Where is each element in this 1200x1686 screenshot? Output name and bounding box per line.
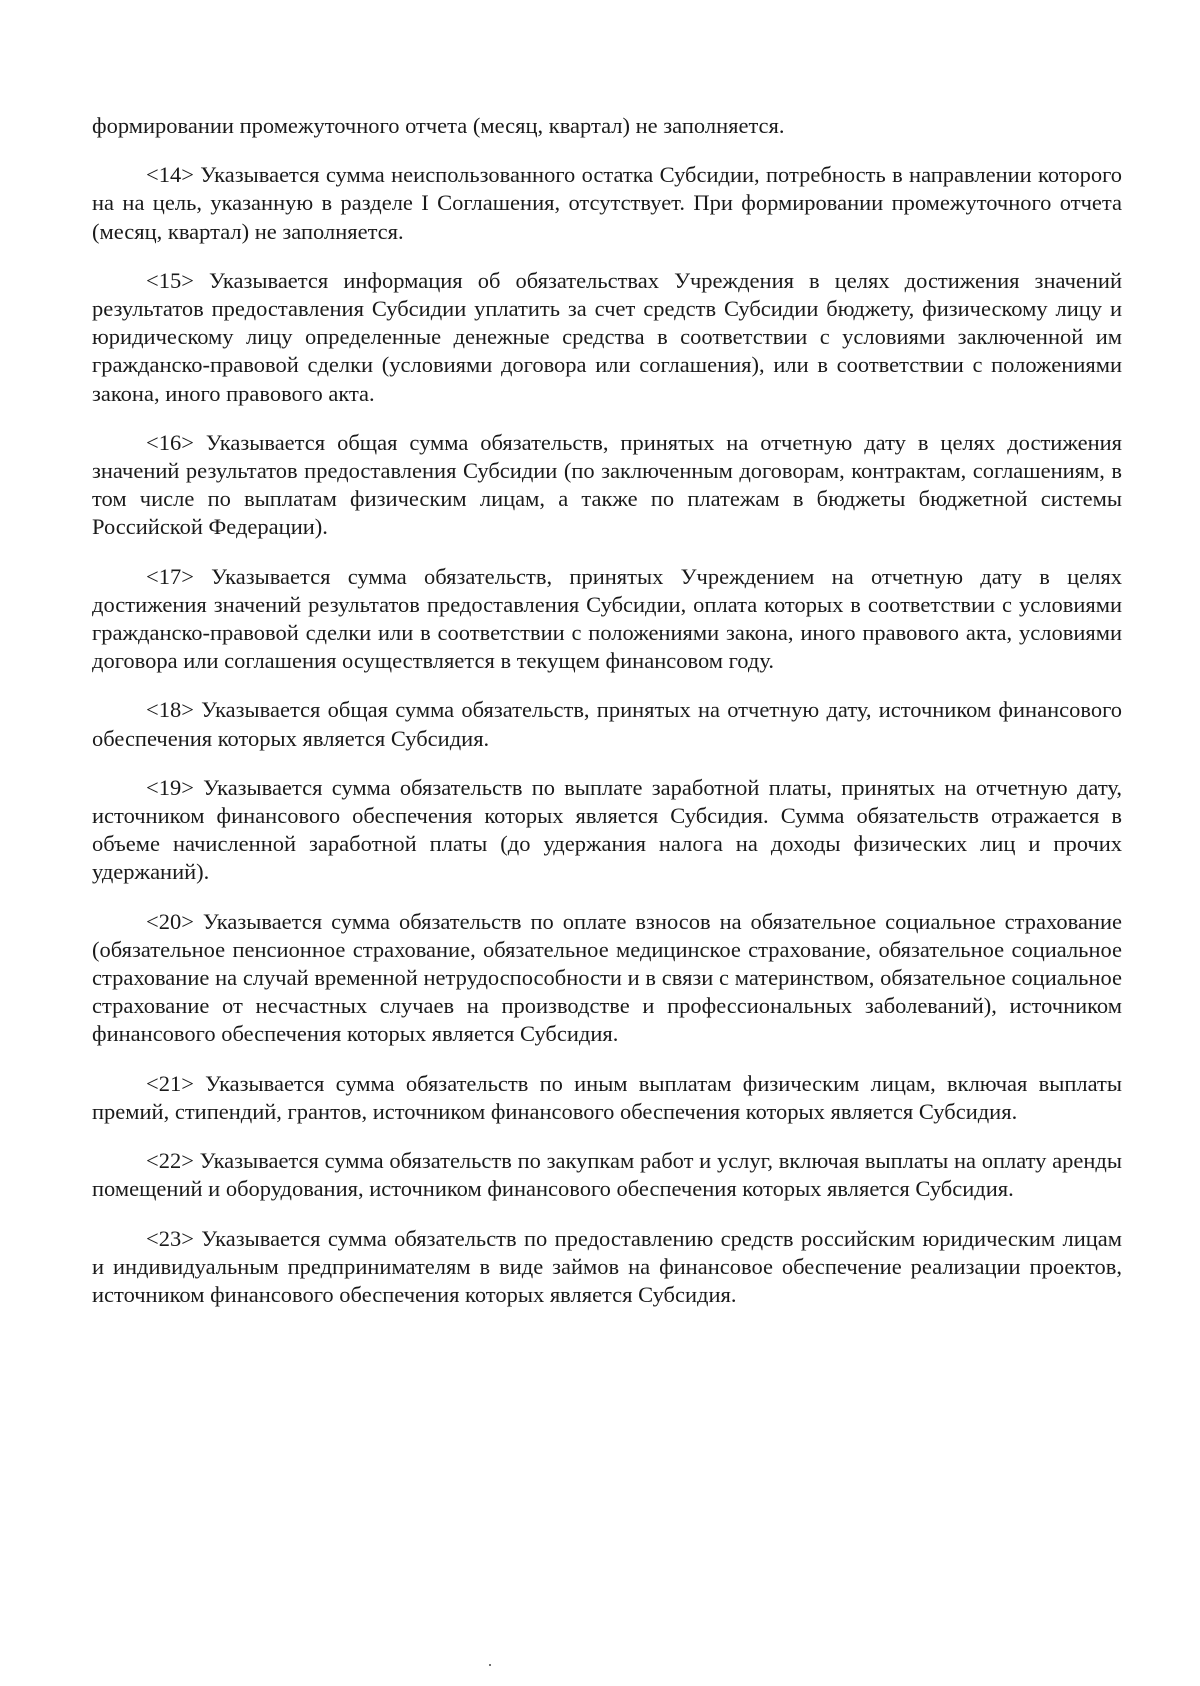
scan-speck <box>489 1664 491 1666</box>
footnote-22: <22> Указывается сумма обязательств по закупкам работ и услуг, включая выплаты на оплату аренды помещений и оборудования, источником финансового обеспечения которых является Субсидия. <box>92 1148 1122 1202</box>
paragraph-continuation: формировании промежуточного отчета (месяц, квартал) не заполняется. <box>92 113 785 138</box>
footnote-20: <20> Указывается сумма обязательств по оплате взносов на обязательное социальное страхование (обязательное пенсионное страхование, обязательное медицинское страхование, обязательное социальное страхование на случай временной нетрудоспособности и в связи с материнством, обязательное социальное страхование от несчастных случаев на производстве и профессиональных заболеваний), источником финансового обеспечения которых является Субсидия. <box>92 908 1122 1047</box>
footnote-17: <17> Указывается сумма обязательств, принятых Учреждением на отчетную дату в целях достижения значений результатов предоставления Субсидии, оплата которых в соответствии с условиями гражданско-правовой сделки или в соответствии с положениями закона, иного правового акта, условиями договора или соглашения осуществляется в текущем финансовом году. <box>92 563 1122 674</box>
footnote-14: <14> Указывается сумма неиспользованного остатка Субсидии, потребность в направлении которого на на цель, указанную в разделе I Соглашения, отсутствует. При формировании промежуточного отчета (месяц, квартал) не заполняется. <box>92 162 1122 244</box>
footnote-15: <15> Указывается информация об обязательствах Учреждения в целях достижения значений результатов предоставления Субсидии уплатить за счет средств Субсидии бюджету, физическому лицу и юридическому лицу определенные денежные средства в соответствии с условиями заключенной им гражданско-правовой сделки (условиями договора или соглашения), или в соответствии с положениями закона, иного правового акта. <box>92 267 1122 406</box>
footnote-21: <21> Указывается сумма обязательств по иным выплатам физическим лицам, включая выплаты премий, стипендий, грантов, источником финансового обеспечения которых является Субсидия. <box>92 1070 1122 1124</box>
footnote-18: <18> Указывается общая сумма обязательств, принятых на отчетную дату, источником финансового обеспечения которых является Субсидия. <box>92 697 1122 751</box>
footnote-16: <16> Указывается общая сумма обязательств, принятых на отчетную дату в целях достижения значений результатов предоставления Субсидии (по заключенным договорам, контрактам, соглашениям, в том числе по выплатам физическим лицам, а также по платежам в бюджеты бюджетной системы Российской Федерации). <box>92 429 1122 540</box>
document-body <box>92 112 1122 1330</box>
footnote-19: <19> Указывается сумма обязательств по выплате заработной платы, принятых на отчетную дату, источником финансового обеспечения которых является Субсидия. Сумма обязательств отражается в объеме начисленной заработной платы (до удержания налога на доходы физических лиц и прочих удержаний). <box>92 774 1122 885</box>
footnote-23: <23> Указывается сумма обязательств по предоставлению средств российским юридическим лицам и индивидуальным предпринимателям в виде займов на финансовое обеспечение реализации проектов, источником финансового обеспечения которых является Субсидия. <box>92 1225 1122 1307</box>
